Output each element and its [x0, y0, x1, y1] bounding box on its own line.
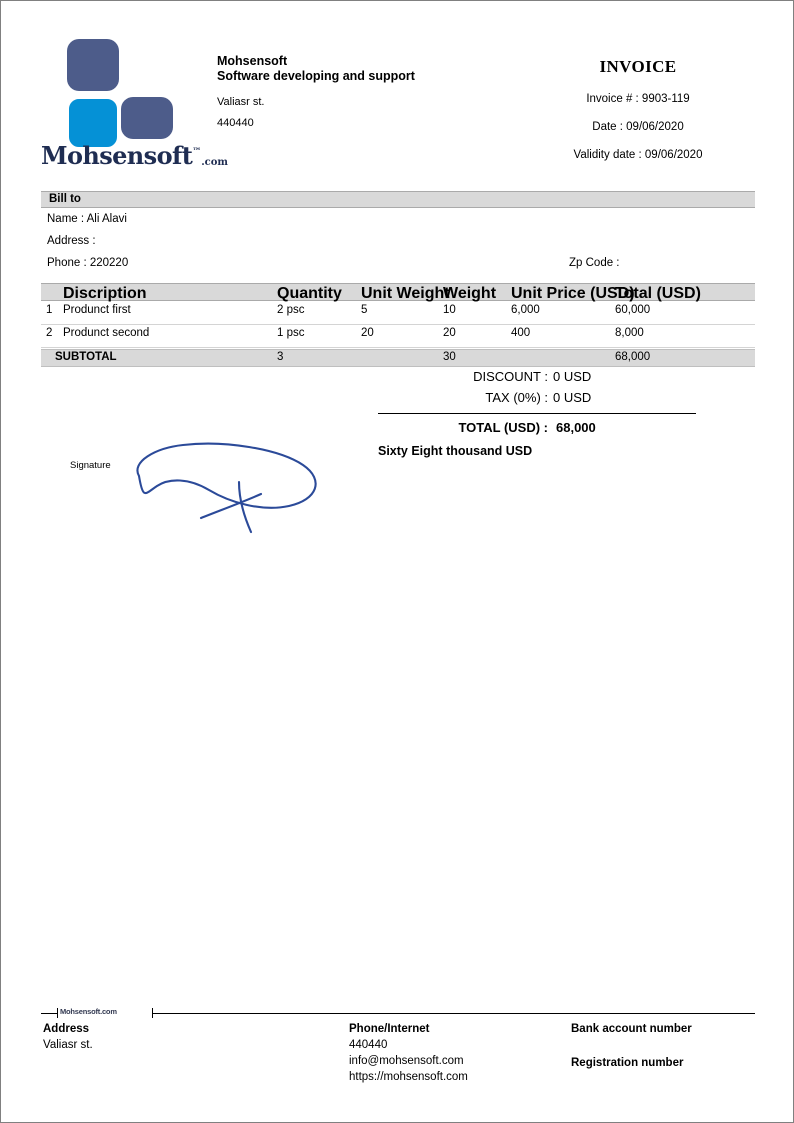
row-total: 8,000 — [615, 327, 644, 339]
footer-brand: Mohsensoft.com — [60, 1007, 117, 1016]
subtotal-total: 68,000 — [615, 351, 651, 363]
bill-to-zip-code: Zp Code : — [569, 257, 620, 269]
page-title: INVOICE — [599, 57, 677, 76]
subtotal-quantity: 3 — [277, 351, 284, 363]
grand-total-row — [378, 420, 696, 440]
bill-to-details — [47, 213, 755, 279]
signature-label: Signature — [70, 460, 111, 471]
footer-divider-tick-left — [57, 1008, 58, 1018]
subtotal-weight: 30 — [443, 351, 456, 363]
table-row — [41, 302, 755, 325]
row-description: Produnct first — [63, 304, 131, 316]
footer-divider — [41, 1008, 755, 1018]
footer-contact-column — [349, 1021, 549, 1085]
trademark-icon: ™ — [192, 147, 202, 157]
logo-square-bottom-right — [121, 97, 173, 139]
bill-to-name: Name : Ali Alavi — [47, 213, 127, 225]
discount-label: DISCOUNT : — [473, 369, 548, 384]
column-header-total: Total (USD) — [615, 285, 701, 302]
company-tagline: Software developing and support — [217, 69, 415, 83]
row-unit-weight: 5 — [361, 304, 368, 316]
footer-contact-email[interactable]: info@mohsensoft.com — [349, 1055, 464, 1067]
table-row — [41, 324, 755, 348]
footer-divider-line-right — [153, 1013, 755, 1014]
footer-contact-phone: 440440 — [349, 1039, 388, 1051]
row-weight: 20 — [443, 327, 456, 339]
logo-square-top-left — [67, 39, 119, 91]
row-unit-price: 400 — [511, 327, 531, 339]
footer-address-value: Valiasr st. — [43, 1039, 93, 1051]
bill-to-phone: Phone : 220220 — [47, 257, 129, 269]
footer-contact-heading: Phone/Internet — [349, 1023, 430, 1035]
signature-ink-icon — [121, 438, 346, 538]
subtotal-row — [41, 349, 755, 367]
logo-wordmark-text: Mohsensoft — [41, 141, 193, 170]
invoice-header — [41, 33, 755, 178]
invoice-validity-date: Validity date : 09/06/2020 — [573, 149, 703, 161]
row-quantity: 1 psc — [277, 327, 305, 339]
column-header-description: Discription — [63, 285, 147, 302]
row-index: 2 — [46, 327, 53, 339]
company-details — [217, 54, 517, 130]
totals-divider — [378, 413, 696, 414]
row-description: Produnct second — [63, 327, 150, 339]
bill-to-label: Bill to — [49, 193, 81, 205]
row-quantity: 2 psc — [277, 304, 305, 316]
footer-contact-website[interactable]: https://mohsensoft.com — [349, 1071, 468, 1083]
discount-row — [378, 369, 696, 390]
tax-label: TAX (0%) : — [485, 390, 548, 405]
logo-tld: .com — [201, 157, 229, 168]
footer-address-heading: Address — [43, 1023, 90, 1035]
column-header-unit-price: Unit Price (USD) — [511, 285, 635, 302]
table-row-divider — [41, 347, 755, 348]
logo-wordmark — [41, 141, 229, 170]
bill-to-section-bar — [41, 191, 755, 208]
column-header-weight: Weight — [443, 285, 497, 302]
company-logo — [41, 33, 229, 178]
totals-block — [378, 369, 696, 411]
logo-mark-icon — [59, 39, 167, 143]
column-header-quantity: Quantity — [277, 285, 342, 302]
invoice-number: Invoice # : 9903-119 — [586, 93, 690, 105]
bill-to-address: Address : — [47, 235, 96, 247]
row-weight: 10 — [443, 304, 456, 316]
footer-registration-heading: Registration number — [571, 1057, 684, 1069]
column-header-unit-weight: Unit Weight — [361, 285, 450, 302]
footer-address-column — [43, 1021, 323, 1053]
subtotal-label: SUBTOTAL — [55, 351, 117, 363]
bill-to-phone-row — [47, 257, 755, 279]
row-total: 60,000 — [615, 304, 651, 316]
grand-total-value: 68,000 — [556, 420, 596, 435]
tax-value: 0 USD — [553, 390, 592, 405]
footer-bank-column — [571, 1021, 755, 1071]
company-address-line1: Valiasr st. — [217, 96, 265, 108]
footer-bank-heading: Bank account number — [571, 1023, 692, 1035]
invoice-meta — [521, 57, 755, 161]
company-name: Mohsensoft — [217, 54, 288, 68]
invoice-date: Date : 09/06/2020 — [592, 121, 684, 133]
total-in-words: Sixty Eight thousand USD — [378, 444, 533, 458]
signature-mark — [121, 438, 346, 538]
grand-total-label: TOTAL (USD) : — [458, 420, 548, 435]
row-unit-price: 6,000 — [511, 304, 540, 316]
items-table-header — [41, 283, 755, 301]
company-address-line2: 440440 — [217, 117, 254, 129]
row-unit-weight: 20 — [361, 327, 374, 339]
row-index: 1 — [46, 304, 53, 316]
discount-value: 0 USD — [553, 369, 592, 384]
footer-divider-line-left — [41, 1013, 57, 1014]
tax-row — [378, 390, 696, 411]
